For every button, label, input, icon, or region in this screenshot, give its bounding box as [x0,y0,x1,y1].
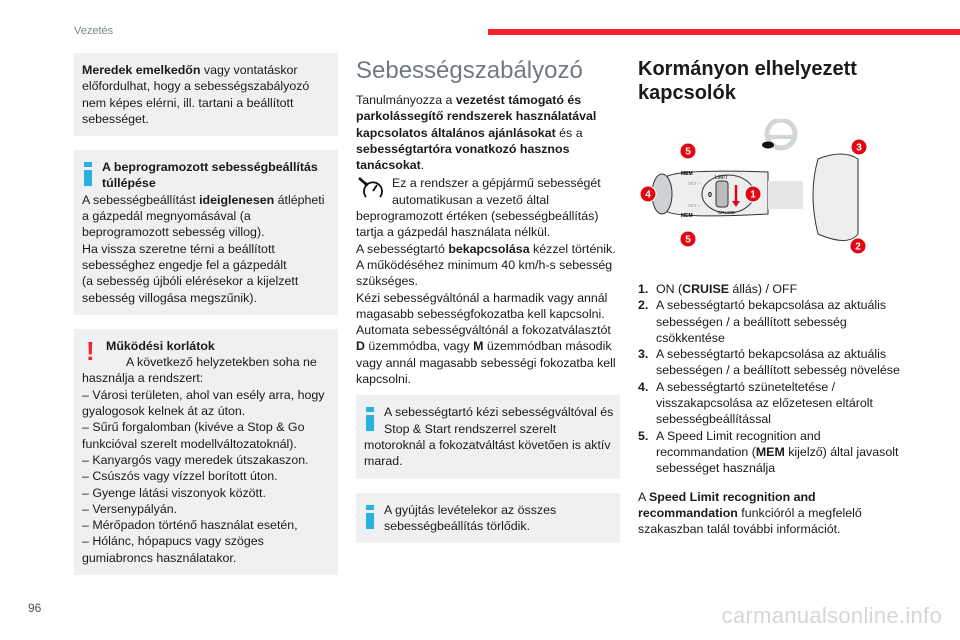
control-item [638,379,908,428]
page-number: 96 [28,601,42,615]
text-run: Tanulmányozza a [356,93,456,107]
controls-list [638,281,908,477]
control-item [638,346,908,379]
item-text [656,347,900,377]
text-run: üzemmódba, vagy [364,339,474,354]
text-run: kijelző) által javasolt sebességet használja [656,444,899,476]
limit-item: – Csúszós vagy vízzel borított úton. [82,469,278,484]
text-run: ON ( [656,282,683,296]
text-run: vagy vontatáskor előfordulhat, hogy a sebességszabályozó nem képes elérni, ill. tartani a beállított sebességet. [82,63,310,126]
limit-item: – Versenypályán. [82,501,178,516]
callout-number: 4 [645,189,651,201]
info-body-3: (a sebesség újbóli elérésekor a kijelzett sebesség villogása megszűnik). [82,274,299,305]
text-run: állás) / OFF [728,282,798,296]
item-number: 2. [638,298,649,313]
text-run: Automata sebességváltónál a fokozatválasztót [356,323,611,338]
info-override-box [74,150,338,315]
warning-title: Működési korlátok [106,338,215,353]
bold-text: bekapcsolása [448,241,530,256]
middle-column [356,56,620,557]
limit-item: – Városi területen, ahol van esély arra, hogy gyalogosok kelnek át az úton. [82,387,325,419]
section-header: Vezetés [74,25,114,37]
item-text [656,429,898,476]
text-run: A sebességtartó szüneteltetése / visszakapcsolása az előzetesen eltárolt sebességbeállítással [656,379,873,427]
fig-label-limit: LIMIT [715,175,728,181]
callout-number: 3 [856,142,862,154]
footer-paragraph [638,489,908,538]
item-text [656,380,873,427]
item-number: 3. [638,347,649,362]
text-run: kézzel történik. [529,241,616,256]
intro-paragraph [356,92,620,173]
header-accent-bar [488,29,960,35]
text-run: A [638,489,650,504]
fig-label-zero: 0 [708,192,712,199]
limit-item: – Mérőpadon történő használat esetén, [82,518,298,533]
info-icon [84,162,92,186]
fig-label-mem: MEM [681,213,693,219]
callout-number: 1 [750,189,756,201]
text-run: funkcióról a megfelelő szakaszban talál további információt. [638,505,862,537]
bold-text: MEM [755,444,785,459]
text-run: és a [555,125,583,140]
controls-title: Kormányon elhelyezett kapcsolók [638,58,857,104]
info-body-2: Ha vissza szeretne térni a beállított sebességhez engedje fel a gázpedált [82,241,287,272]
text-run: A sebességtartó [356,241,449,256]
warning-intro: A következő helyzetekben soha ne használja a rendszert: [82,355,317,386]
control-item [638,281,908,297]
steering-controls-illustration [638,119,908,267]
watermark: carmanualsonline.info [721,603,942,628]
limit-item: – Hólánc, hópapucs vagy szöges gumiabroncs használatakor. [82,534,264,565]
limit-item: – Kanyargós vagy meredek útszakaszon. [82,452,309,467]
bold-text: Speed Limit recognition and recommandation [638,489,816,520]
left-column [74,53,338,589]
callout-number: 5 [685,234,691,246]
automatic-gearbox-paragraph [356,322,620,387]
text-run: . [420,158,425,173]
fig-label-set-plus: SET + [688,181,701,186]
manual-gearbox-paragraph: Kézi sebességváltónál a harmadik vagy annál magasabb sebességfokozatba kell kapcsolni. [356,290,608,321]
fig-label-cruise: CRUISE [718,210,736,215]
callout-number: 2 [855,241,861,253]
text-run: üzemmódban második vagy annál magasabb sebességi fokozatba kell kapcsolni. [356,339,616,387]
right-column [638,57,908,537]
item-number: 5. [638,428,649,443]
bold-text: D [356,339,365,354]
warning-list [82,387,332,566]
item-text [656,282,797,296]
control-item [638,297,908,346]
limit-item: – Sűrű forgalomban (kivéve a Stop & Go funkcióval szerelt modellváltozatoknál). [82,420,305,451]
min-speed-paragraph: A működéséhez minimum 40 km/h-s sebesség szükséges. [356,257,613,289]
note-steep-slope [74,53,338,136]
info-icon [366,505,374,529]
info-text: A gyújtás levételekor az összes sebességbeállítás törlődik. [384,502,557,533]
cruise-control-icon [356,175,386,201]
steering-wheel-icon [762,120,795,149]
info-stop-start-box [356,395,620,478]
text-run: átlépheti a gázpedál megnyomásával (a beprogramozott sebesség villog). [82,192,325,240]
info-body [82,192,332,241]
bold-text: M [473,339,484,354]
text-run: A sebességtartó bekapcsolása az aktuális sebességen / a beállított sebesség növelése [656,347,900,378]
text-run: A sebességbeállítást [82,192,200,207]
bold-text: ideiglenesen [199,192,275,207]
fig-label-mem: MEM [681,171,693,177]
info-icon [366,407,374,431]
bold-text: Meredek emelkedőn [82,63,201,77]
item-number: 4. [638,379,649,394]
item-number: 1. [638,282,649,296]
control-item [638,428,908,477]
callout-number: 5 [685,146,691,158]
text-run: A Speed Limit recognition and recommandation ( [656,428,821,459]
warning-limits-box [74,329,338,575]
bold-text: vezetést támogató és parkolássegítő rendszerek használatával kapcsolatos általános ajánlásokat [356,93,597,140]
item-text [656,298,886,345]
description-paragraph: Ez a rendszer a gépjármű sebességét automatikusan a vezető által beprogramozott értéken (sebességbeállítás) tartja a gázpedál használata nélkül. [356,176,601,240]
section-title: Sebességszabályozó [356,57,583,84]
text-run: A sebességtartó bekapcsolása az aktuális sebességen / a beállított sebesség csökkentése [656,298,887,345]
warning-icon: ! [86,335,95,366]
bold-text: sebességtartóra vonatkozó hasznos tanácsokat [356,141,570,173]
bold-text: CRUISE [682,282,729,296]
info-ignition-box [356,493,620,544]
info-title: A beprogramozott sebességbeállítás túllépése [102,160,318,191]
fig-label-set-minus: SET – [688,203,701,208]
limit-item: – Gyenge látási viszonyok között. [82,485,266,500]
info-text: A sebességtartó kézi sebességváltóval és Stop & Start rendszerrel szerelt motoroknál a fokozatváltást követően is aktív marad. [364,405,614,469]
activation-paragraph [356,241,620,257]
